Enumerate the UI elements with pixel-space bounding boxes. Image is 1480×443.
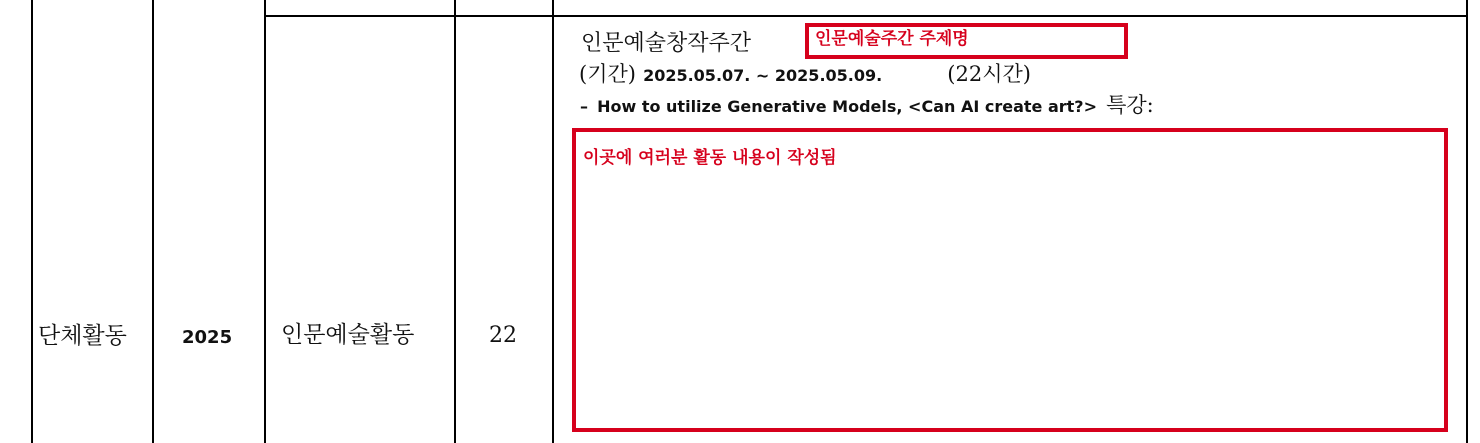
column-divider-2	[264, 0, 266, 443]
title-placeholder-text: 인문예술주간 주제명	[815, 29, 969, 49]
lecture-suffix: 특강:	[1106, 93, 1154, 117]
content-placeholder-text: 이곳에 여러분 활동 내용이 작성됨	[583, 148, 837, 168]
row-divider	[264, 15, 1468, 17]
column-divider-4	[552, 0, 554, 443]
period-label: (기간)	[579, 62, 636, 86]
period-line	[579, 64, 1031, 85]
lecture-line	[580, 95, 1154, 116]
category-cell: 단체활동	[38, 323, 127, 349]
table-border-right	[1466, 0, 1468, 443]
column-divider-3	[454, 0, 456, 443]
program-title: 인문예술창작주간	[581, 31, 752, 56]
lecture-dash: –	[580, 97, 588, 116]
lecture-topics: How to utilize Generative Models, <Can AI create art?>	[597, 97, 1097, 116]
period-hours: (22시간)	[947, 62, 1031, 86]
content-placeholder-box[interactable]	[572, 128, 1448, 432]
activity-type-cell: 인문예술활동	[281, 322, 415, 348]
period-dates: 2025.05.07. ~ 2025.05.09.	[643, 66, 883, 85]
table-border-left	[31, 0, 33, 443]
year-cell: 2025	[182, 327, 233, 348]
hours-cell: 22	[489, 323, 517, 348]
column-divider-1	[152, 0, 154, 443]
